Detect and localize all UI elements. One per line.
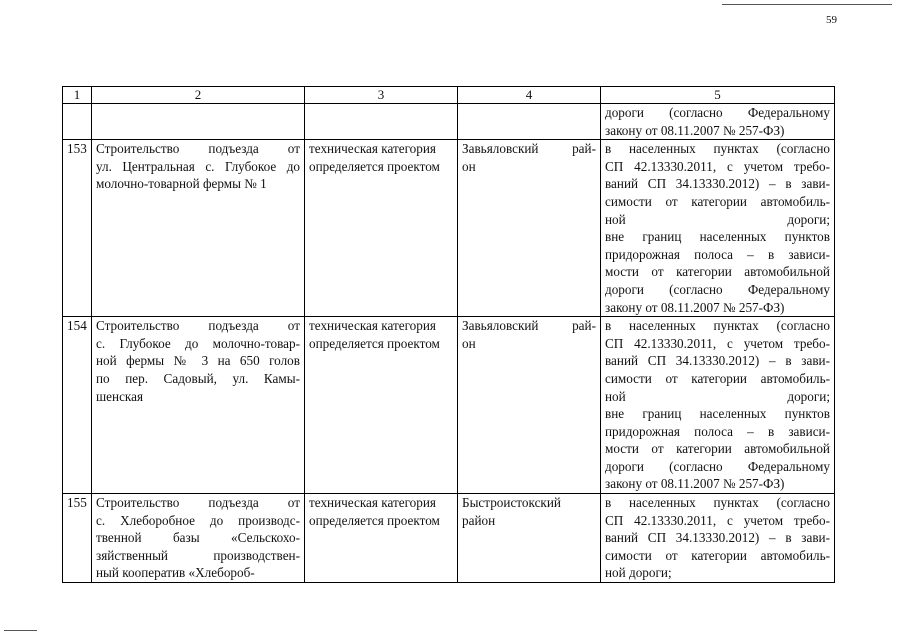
cell-text-line: ваний СП 34.13330.2012) – в зави-	[605, 176, 830, 192]
cell-zone	[601, 317, 835, 494]
table-row	[63, 494, 835, 583]
cell-text-line: шенская	[96, 388, 144, 404]
column-header: 1	[63, 87, 92, 104]
cell-text-line: закону от 08.11.2007 № 257-ФЗ)	[605, 476, 785, 492]
scan-artifact-line	[4, 630, 37, 631]
cell-text-line: определяется проектом	[309, 335, 440, 351]
scan-artifact-line	[722, 4, 892, 5]
cell-text-line: он	[462, 335, 476, 351]
data-table	[62, 86, 835, 583]
cell-text-line: симости от категории автомобиль-	[605, 193, 830, 209]
cell-text-line: вне границ населенных пунктов	[605, 406, 830, 422]
table-row	[63, 140, 835, 317]
cell-text-line: в населенных пунктах (согласно	[605, 141, 830, 157]
cell-text-line: Завьяловский рай-	[462, 141, 596, 157]
cell-zone	[601, 140, 835, 317]
cell-text-line: ваний СП 34.13330.2012) – в зави-	[605, 353, 830, 369]
cell-text-line: ной дороги;	[605, 211, 830, 227]
cell-text-line: придорожная полоса – в зависи-	[605, 246, 830, 262]
cell-object-name	[92, 494, 305, 583]
column-header: 3	[305, 87, 458, 104]
cell-text-line: СП 42.13330.2011, с учетом требо-	[605, 158, 830, 174]
cell-text-line: с. Глубокое до молочно-товар-	[96, 335, 300, 351]
cell-text-line: дороги (согласно Федеральному	[605, 105, 830, 120]
cell-text-line: техническая категория	[309, 318, 436, 334]
cell-text-line: симости от категории автомобиль-	[605, 547, 830, 563]
cell-object-name	[92, 140, 305, 317]
cell-text-line: техническая категория	[309, 495, 436, 511]
cell-text-line: закону от 08.11.2007 № 257-ФЗ)	[605, 122, 785, 138]
cell-text-line: мости от категории автомобильной	[605, 264, 830, 280]
cell-location	[458, 317, 601, 494]
column-header: 2	[92, 87, 305, 104]
cell-text-line: дороги (согласно Федеральному	[605, 281, 830, 297]
header-row	[63, 87, 835, 104]
cell-row-number: 155	[63, 494, 92, 583]
cell-text-line: определяется проектом	[309, 512, 440, 528]
cell-text-line: вне границ населенных пунктов	[605, 229, 830, 245]
cell-text-line: в населенных пунктах (согласно	[605, 318, 830, 334]
cell-text-line: район	[462, 512, 496, 528]
cell-text-line: с. Хлеборобное до производс-	[96, 512, 300, 528]
cell-text-line: Быстроистокский	[462, 495, 561, 511]
cell-row-number: 154	[63, 317, 92, 494]
table-row	[63, 104, 835, 140]
cell-text-line: придорожная полоса – в зависи-	[605, 423, 830, 439]
cell-text-line: ной дороги;	[605, 388, 830, 404]
cell-text-line: в населенных пунктах (согласно	[605, 495, 830, 511]
cell-text-line: молочно-товарной фермы № 1	[96, 176, 267, 192]
cell-text-line: мости от категории автомобильной	[605, 441, 830, 457]
cell-text-line: Строительство подъезда от	[96, 318, 300, 334]
cell-text-line: Завьяловский рай-	[462, 318, 596, 334]
column-header: 5	[601, 87, 835, 104]
cell-zone	[601, 104, 835, 140]
cell-text-line: Строительство подъезда от	[96, 495, 300, 511]
cell-row-number: 153	[63, 140, 92, 317]
cell-location	[458, 494, 601, 583]
cell-text-line: ул. Центральная с. Глубокое до	[96, 158, 300, 174]
cell-text-line: СП 42.13330.2011, с учетом требо-	[605, 512, 830, 528]
page-number: 59	[826, 14, 837, 26]
cell-row-number	[63, 104, 92, 140]
cell-object-name	[92, 317, 305, 494]
cell-text-line: зяйственный производствен-	[96, 547, 300, 563]
table-row	[63, 317, 835, 494]
cell-text-line: техническая категория	[309, 141, 436, 157]
cell-text-line: дороги (согласно Федеральному	[605, 458, 830, 474]
cell-characteristics	[305, 317, 458, 494]
cell-text-line: ной дороги;	[605, 565, 672, 581]
cell-text-line: он	[462, 158, 476, 174]
cell-characteristics	[305, 494, 458, 583]
cell-object-name	[92, 104, 305, 140]
cell-text-line: твенной базы «Сельскохо-	[96, 530, 300, 546]
cell-text-line: ной фермы № 3 на 650 голов	[96, 353, 300, 369]
cell-text-line: закону от 08.11.2007 № 257-ФЗ)	[605, 299, 785, 315]
cell-characteristics	[305, 140, 458, 317]
cell-text-line: СП 42.13330.2011, с учетом требо-	[605, 335, 830, 351]
cell-text-line: Строительство подъезда от	[96, 141, 300, 157]
cell-characteristics	[305, 104, 458, 140]
cell-location	[458, 104, 601, 140]
cell-text-line: ваний СП 34.13330.2012) – в зави-	[605, 530, 830, 546]
column-header: 4	[458, 87, 601, 104]
cell-zone	[601, 494, 835, 583]
cell-text-line: ный кооператив «Хлебороб-	[96, 565, 255, 581]
cell-location	[458, 140, 601, 317]
cell-text-line: по пер. Садовый, ул. Камы-	[96, 370, 300, 386]
cell-text-line: определяется проектом	[309, 158, 440, 174]
cell-text-line: симости от категории автомобиль-	[605, 370, 830, 386]
